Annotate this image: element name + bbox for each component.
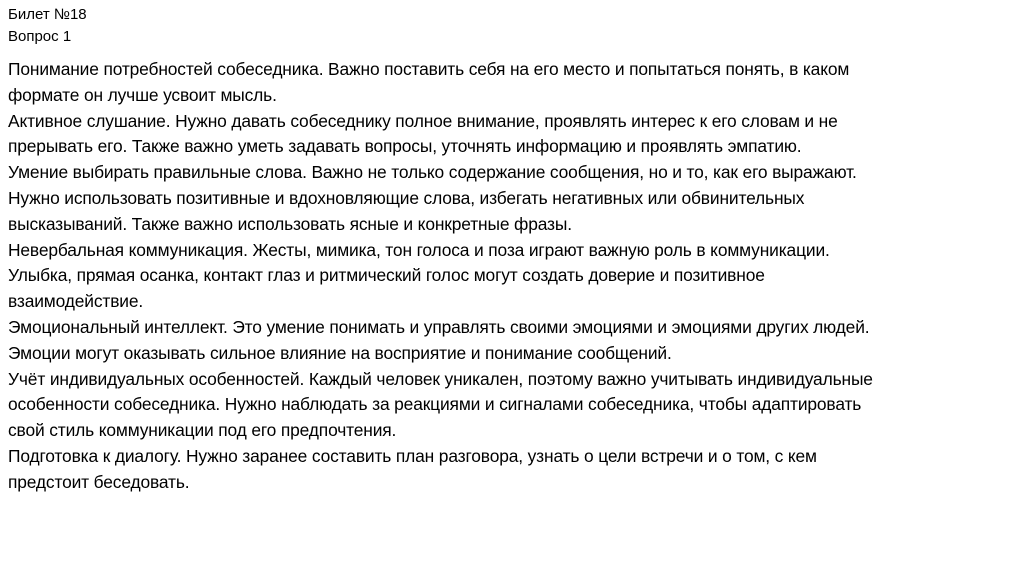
text-line: Эмоции могут оказывать сильное влияние на восприятие и понимание сообщений. bbox=[8, 342, 672, 363]
text-line: формате он лучше усвоит мысль. bbox=[8, 84, 277, 105]
text-line: предстоит беседовать. bbox=[8, 471, 190, 492]
text-line: Нужно использовать позитивные и вдохновляющие слова, избегать негативных или обвинительных bbox=[8, 187, 805, 208]
answer-text bbox=[8, 57, 1016, 496]
text-line: Учёт индивидуальных особенностей. Каждый человек уникален, поэтому важно учитывать индивидуальные bbox=[8, 368, 873, 389]
text-line: Улыбка, прямая осанка, контакт глаз и ритмический голос могут создать доверие и позитивное bbox=[8, 265, 765, 286]
text-line: Подготовка к диалогу. Нужно заранее составить план разговора, узнать о цели встречи и о том, с кем bbox=[8, 445, 817, 466]
question-number: Вопрос 1 bbox=[8, 28, 72, 45]
text-line: Умение выбирать правильные слова. Важно не только содержание сообщения, но и то, как его выражают. bbox=[8, 162, 857, 183]
text-line: высказываний. Также важно использовать ясные и конкретные фразы. bbox=[8, 213, 572, 234]
text-line: Невербальная коммуникация. Жесты, мимика, тон голоса и поза играют важную роль в коммуникации. bbox=[8, 239, 830, 260]
text-line: свой стиль коммуникации под его предпочтения. bbox=[8, 420, 397, 441]
slide-header bbox=[8, 4, 87, 48]
text-line: прерывать его. Также важно уметь задавать вопросы, уточнять информацию и проявлять эмпатию. bbox=[8, 136, 802, 157]
text-line: взаимодействие. bbox=[8, 291, 144, 312]
ticket-number: Билет №18 bbox=[8, 6, 87, 23]
text-line: Понимание потребностей собеседника. Важно поставить себя на его место и попытаться понять, в каком bbox=[8, 59, 850, 79]
text-line: Эмоциональный интеллект. Это умение понимать и управлять своими эмоциями и эмоциями других людей. bbox=[8, 316, 870, 337]
text-line: особенности собеседника. Нужно наблюдать за реакциями и сигналами собеседника, чтобы адаптировать bbox=[8, 394, 862, 415]
text-line: Активное слушание. Нужно давать собеседнику полное внимание, проявлять интерес к его словам и не bbox=[8, 110, 838, 131]
